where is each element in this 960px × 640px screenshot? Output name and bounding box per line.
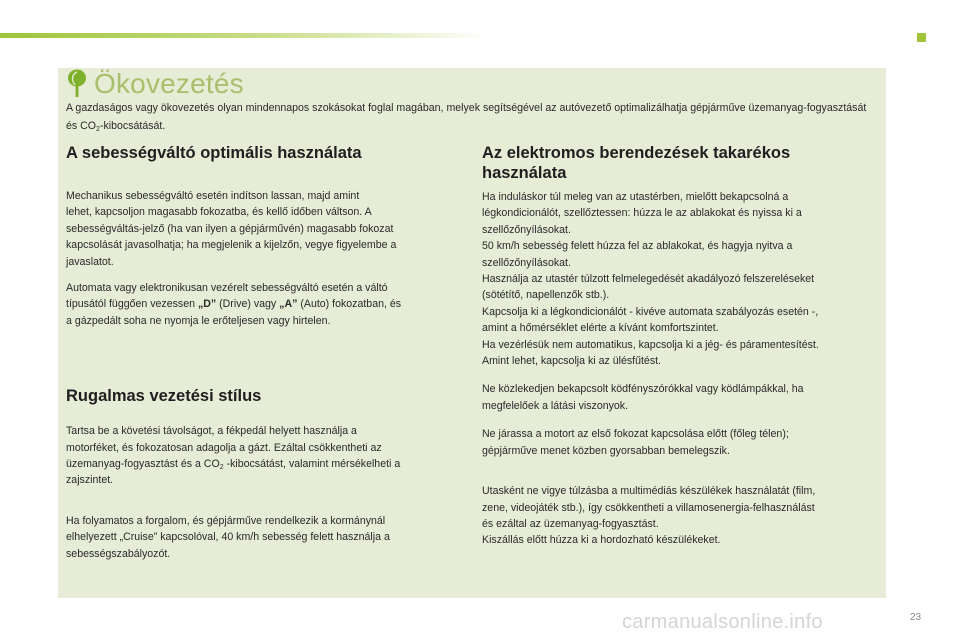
leaf-icon	[66, 69, 88, 99]
page-number: 23	[910, 612, 922, 623]
page-title: Ökovezetés	[94, 68, 244, 99]
left-column	[66, 143, 458, 562]
paragraph-engine-warmup: Ne járassa a motort az első fokozat kapcsolása előtt (főleg télen); gépjárműve menet közben gyorsabban bemelegszik.	[482, 428, 789, 457]
watermark: carmanualsonline.info	[622, 611, 823, 633]
heading-gearbox: A sebességváltó optimális használata	[66, 144, 362, 162]
title-row	[66, 66, 244, 102]
corner-marker	[917, 33, 926, 42]
paragraph-manual-gearbox: Mechanikus sebességváltó esetén indítson lassan, majd amint lehet, kapcsoljon magasabb fokozatba, és kellő időben váltson. A sebességváltás-jelző (ha van ilyen a gépjárművén) magasabb fokozat kapcsolását javasolhatja; ha megjelenik a kijelzőn, vegye figyelembe a javaslatot.	[66, 190, 397, 268]
intro-text: A gazdaságos vagy ökovezetés olyan mindennapos szokásokat foglal magában, melyek segítségével az autóvezető optimalizálhatja gépjárműve üzemanyag-fogyasztását és $CO_2$-kibocsátását.	[66, 102, 867, 133]
right-column	[482, 143, 882, 549]
paragraph-following-distance: Tartsa be a követési távolságot, a fékpedál helyett használja a motorféket, és fokozatosan adagolja a gázt. Ezáltal csökkentheti az üzemanyag-fogyasztást és a $CO_2$ -kibocsátást, valamint mérsékelheti a zajszintet.	[66, 425, 401, 487]
top-accent-bar	[0, 33, 490, 38]
heading-electrical-equipment: Az elektromos berendezések takarékos használata	[482, 144, 791, 182]
paragraph-air-conditioning: Ha induláskor túl meleg van az utastérben, mielőtt bekapcsolná a légkondicionálót, szellőztessen: húzza le az ablakokat és nyissa ki a szellőzőnyílásokat. 50 km/h sebesség felett húzza fel az ablakokat, és hagyja nyitva a szellőzőnyílásokat. Használja az utastér túlzott felmelegedését akadályozó felszereléseket (sötétítő, napellenzők stb.). Kapcsolja ki a légkondicionálót - kivéve automata szabályozás esetén -, amint a hőmérséklet elérte a kívánt komfortszintet. Ha vezérlésük nem automatikus, kapcsolja ki a jég- és páramentesítést. Amint lehet, kapcsolja ki az ülésfűtést.	[482, 191, 819, 368]
paragraph-multimedia: Utasként ne vigye túlzásba a multimédiás készülékek használatát (film, zene, videojáték stb.), így csökkentheti a villamosenergia-felhasználást és ezáltal az üzemanyag-fogyasztást. Kiszállás előtt húzza ki a hordozható készülékeket.	[482, 485, 816, 547]
paragraph-automatic-gearbox: Automata vagy elektronikusan vezérelt sebességváltó esetén a váltó típusától függően vezessen „D” (Drive) vagy „A” (Auto) fokozatban, és a gázpedált soha ne nyomja le erőteljesen vagy hirtelen.	[66, 282, 402, 327]
paragraph-cruise-control: Ha folyamatos a forgalom, és gépjárműve rendelkezik a kormánynál elhelyezett „Cruise” kapcsolóval, 40 km/h sebesség felett használja a sebességszabályozót.	[66, 514, 390, 560]
paragraph-fog-lights: Ne közlekedjen bekapcsolt ködfényszórókkal vagy ködlámpákkal, ha megfelelőek a látási viszonyok.	[482, 383, 804, 412]
heading-flexible-driving: Rugalmas vezetési stílus	[66, 387, 262, 406]
